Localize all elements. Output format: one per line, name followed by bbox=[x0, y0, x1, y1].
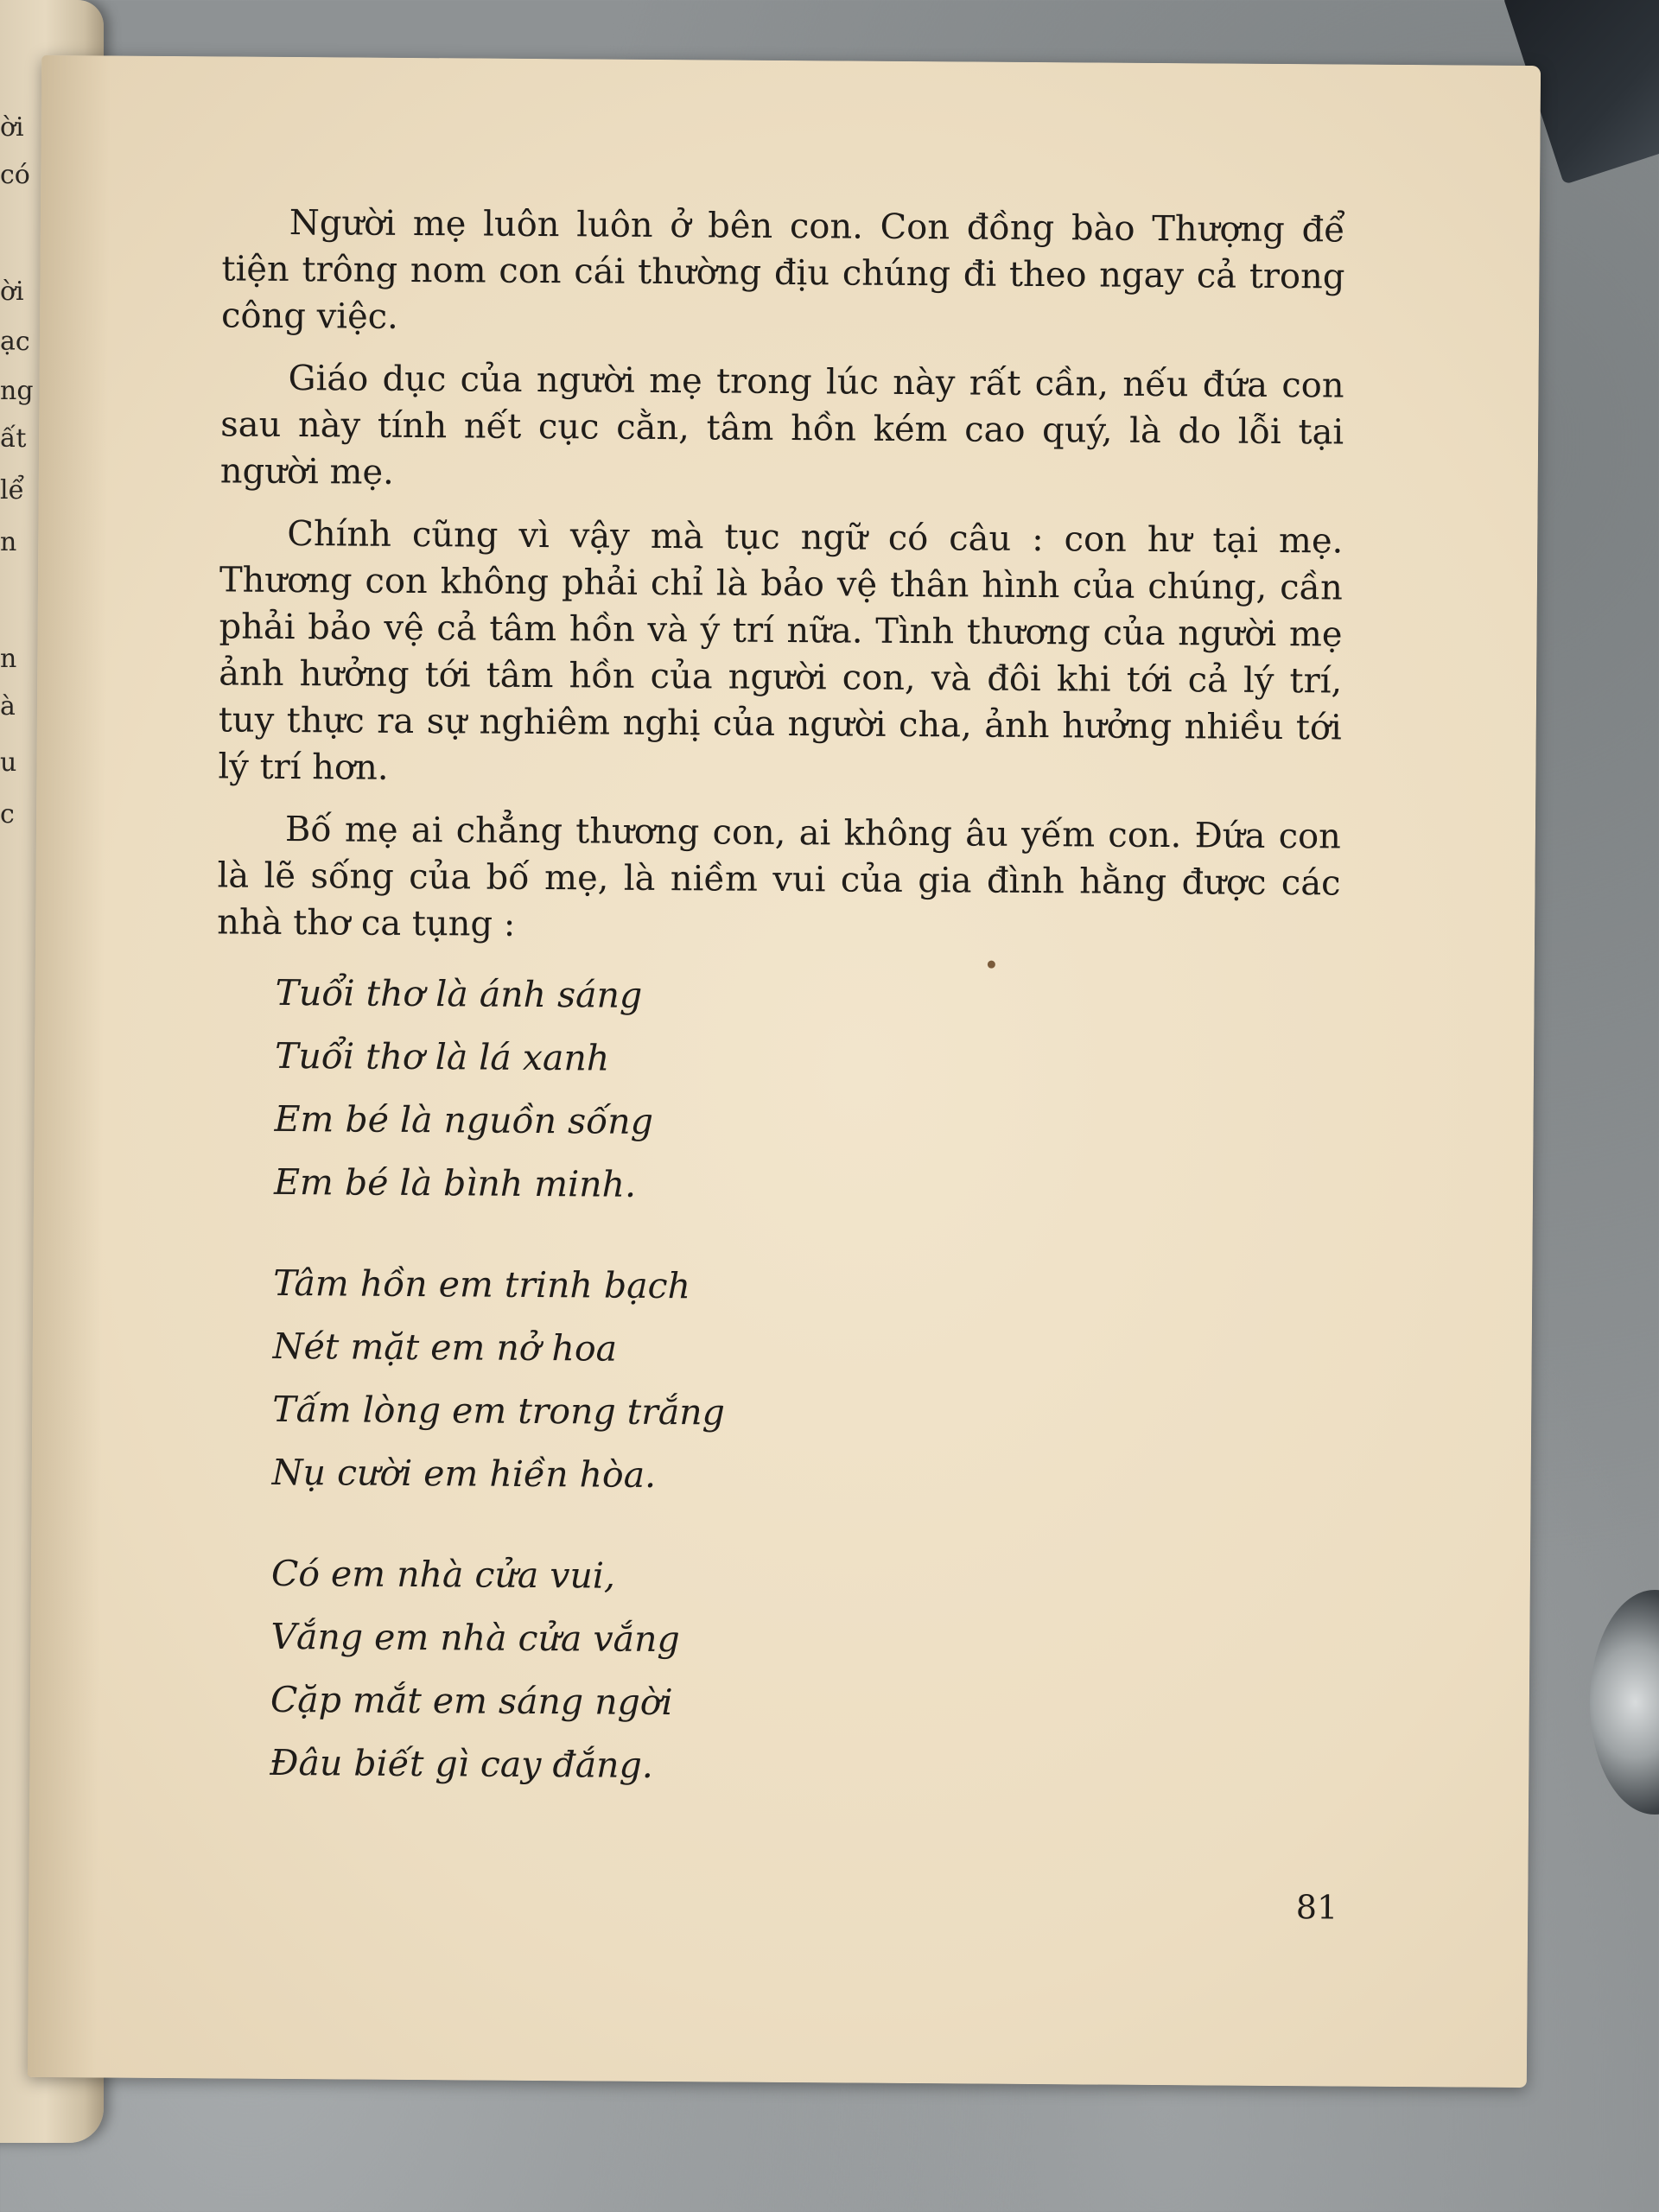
left-page-fragment: u bbox=[0, 747, 17, 778]
poem-line: Tuổi thơ là ánh sáng bbox=[275, 971, 643, 1016]
poem-stanza bbox=[274, 962, 1340, 1222]
left-page-fragment: ng bbox=[0, 376, 34, 406]
poem-line: Tấm lòng em trong trắng bbox=[272, 1388, 726, 1433]
poem-line: Vắng em nhà cửa vắng bbox=[270, 1615, 680, 1661]
left-page-fragment: ất bbox=[0, 423, 27, 454]
left-page-fragment: n bbox=[0, 644, 17, 674]
poem bbox=[270, 962, 1340, 1802]
paragraph: Bố mẹ ai chẳng thương con, ai không âu yếm con. Đứa con là lẽ sống của bố mẹ, là niềm vui của gia đình hằng được các nhà thơ ca tụng : bbox=[217, 809, 1342, 944]
paragraph: Chính cũng vì vậy mà tục ngữ có câu : con hư tại mẹ. Thương con không phải chỉ là bảo vệ thân hình của chúng, cần phải bảo vệ cả tâm hồn và ý trí nữa. Tình thương của người mẹ ảnh hưởng tới tâm hồn của người con, và đôi khi tới cả lý trí, tuy thực ra sự nghiêm nghị của người cha, ảnh hưởng nhiều tới lý trí hơn. bbox=[218, 513, 1344, 788]
poem-line: Tuổi thơ là lá xanh bbox=[274, 1034, 610, 1079]
left-page-fragment: ời bbox=[0, 276, 24, 307]
poem-stanza bbox=[270, 1542, 1336, 1802]
poem-stanza bbox=[271, 1252, 1338, 1512]
poem-line: Đâu biết gì cay đắng. bbox=[270, 1741, 653, 1786]
left-page-fragment: à bbox=[0, 691, 16, 721]
book-page bbox=[28, 55, 1541, 2088]
left-page-fragment: ời bbox=[0, 112, 24, 143]
round-object-background bbox=[1590, 1590, 1659, 1815]
poem-line: Em bé là bình minh. bbox=[273, 1160, 637, 1205]
paragraph: Người mẹ luôn luôn ở bên con. Con đồng bào Thượng để tiện trông nom con cái thường địu chúng đi theo ngay cả trong công việc. bbox=[220, 202, 1345, 337]
poem-line: Cặp mắt em sáng ngời bbox=[270, 1678, 673, 1724]
poem-line: Nụ cười em hiền hòa. bbox=[271, 1451, 657, 1496]
page-number: 81 bbox=[1295, 1888, 1338, 1927]
poem-line: Em bé là nguồn sống bbox=[274, 1097, 654, 1142]
left-page-fragment: ạc bbox=[0, 327, 30, 357]
left-page-fragment: có bbox=[0, 160, 30, 190]
poem-line: Có em nhà cửa vui, bbox=[270, 1552, 616, 1597]
poem-line: Nét mặt em nở hoa bbox=[272, 1325, 618, 1370]
left-page-fragment: c bbox=[0, 799, 15, 830]
page-body bbox=[211, 199, 1345, 1840]
paragraph: Giáo dục của người mẹ trong lúc này rất cần, nếu đứa con sau này tính nết cục cằn, tâm hồn kém cao quý, là do lỗi tại người mẹ. bbox=[219, 358, 1344, 493]
left-page-fragment: n bbox=[0, 527, 17, 557]
poem-line: Tâm hồn em trinh bạch bbox=[273, 1262, 691, 1307]
left-page-fragment: lể bbox=[0, 475, 25, 505]
